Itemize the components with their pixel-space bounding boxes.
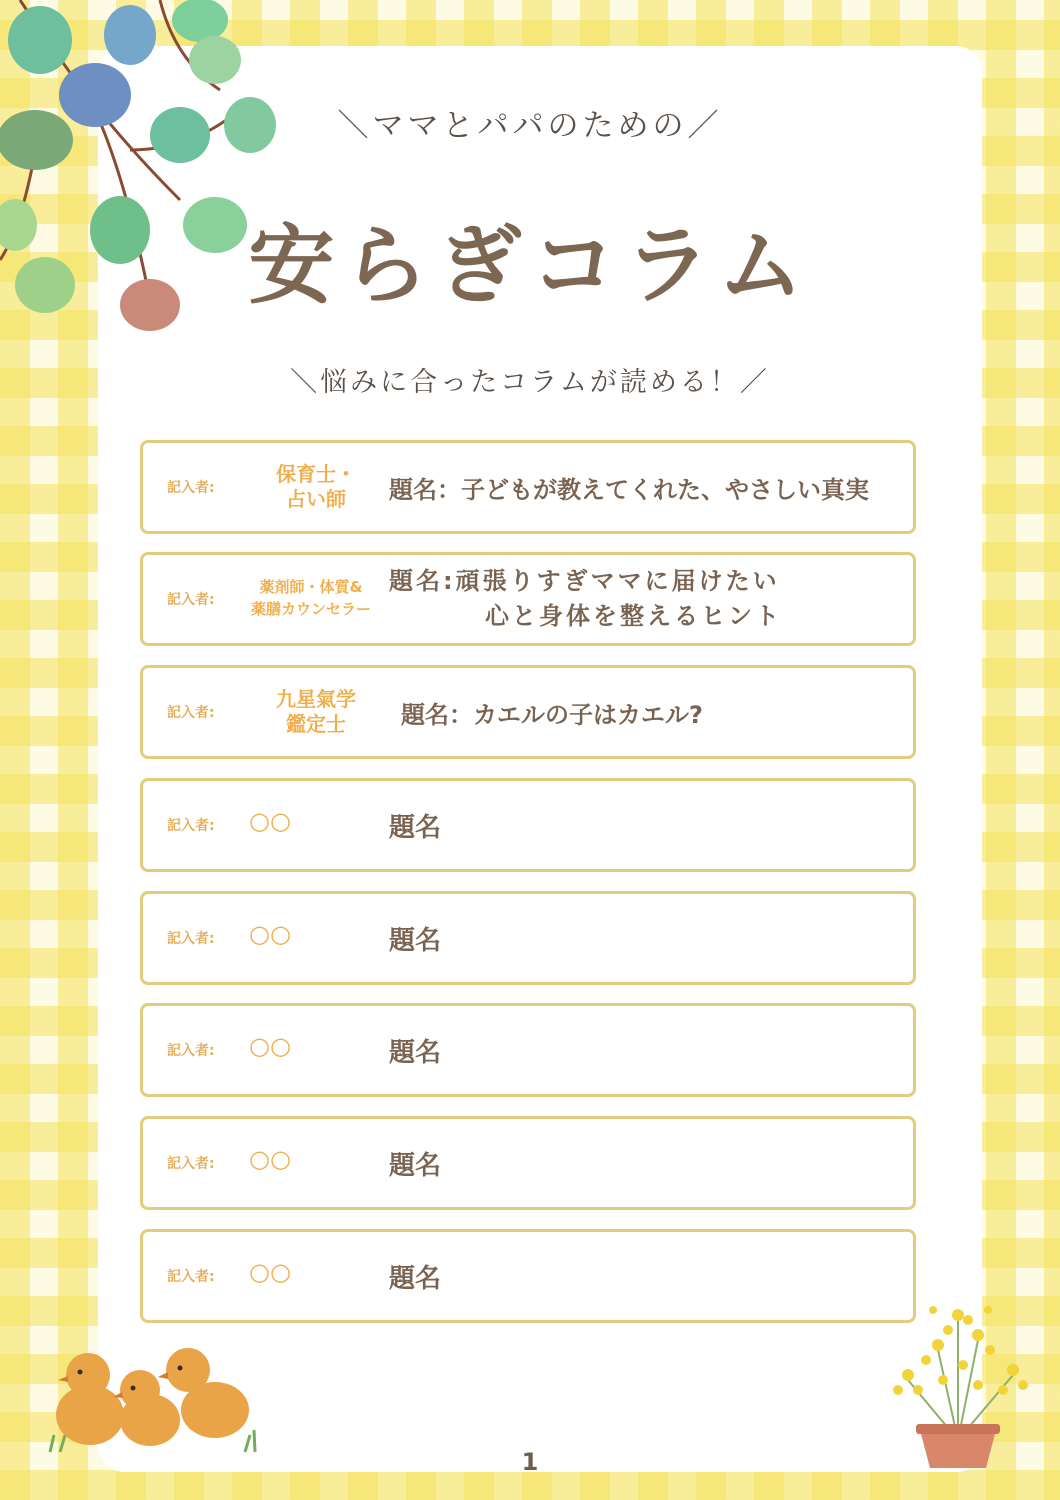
column-row-2 (140, 552, 916, 646)
column-author: ○○ (249, 920, 291, 948)
author-label: 記入者: (167, 818, 215, 834)
column-author: ○○ (249, 807, 291, 835)
column-subject: 題名 (389, 1037, 442, 1068)
column-author: ○○ (249, 1258, 291, 1286)
column-row-4 (140, 778, 916, 872)
mimosa-flowerpot-illustration (878, 1290, 1038, 1470)
column-subject-line-2: 心と身体を整えるヒント (485, 602, 782, 630)
column-subject: 題名：子どもが教えてくれた、やさしい真実 (389, 475, 869, 504)
column-author: ○○ (249, 1145, 291, 1173)
column-row-3 (140, 665, 916, 759)
column-subject (389, 555, 903, 643)
column-author: 薬剤師・体質& 薬膳カウンセラー (250, 578, 371, 618)
page-number: 1 (521, 1448, 539, 1476)
column-row-8 (140, 1229, 916, 1323)
column-subject: 題名 (389, 812, 442, 843)
column-author: 九星氣学 鑑定士 (276, 687, 356, 736)
author-label: 記入者: (167, 1043, 215, 1059)
column-subject: 題名：カエルの子はカエル? (401, 700, 703, 729)
column-subject-line-1: 題名:頑張りすぎママに届けたい (389, 567, 780, 596)
author-label: 記入者: (167, 931, 215, 947)
column-author: ○○ (249, 1032, 291, 1060)
column-subject: 題名 (389, 1150, 442, 1181)
column-subject: 題名 (389, 925, 442, 956)
chicks-illustration (40, 1340, 270, 1455)
column-row-6 (140, 1003, 916, 1097)
author-label: 記入者: (167, 1269, 215, 1285)
author-label: 記入者: (167, 1156, 215, 1172)
header-subtitle: ＼悩みに合ったコラムが読める！／ (290, 367, 770, 398)
column-subject: 題名 (389, 1263, 442, 1294)
author-label: 記入者: (167, 592, 215, 608)
column-author: 保育士・ 占い師 (276, 462, 356, 511)
column-row-7 (140, 1116, 916, 1210)
page-title: 安らぎコラム (248, 216, 812, 316)
header-kicker: ＼ママとパパのための／ (337, 108, 723, 144)
author-label: 記入者: (167, 480, 215, 496)
author-label: 記入者: (167, 705, 215, 721)
column-row-5 (140, 891, 916, 985)
column-row-1 (140, 440, 916, 534)
